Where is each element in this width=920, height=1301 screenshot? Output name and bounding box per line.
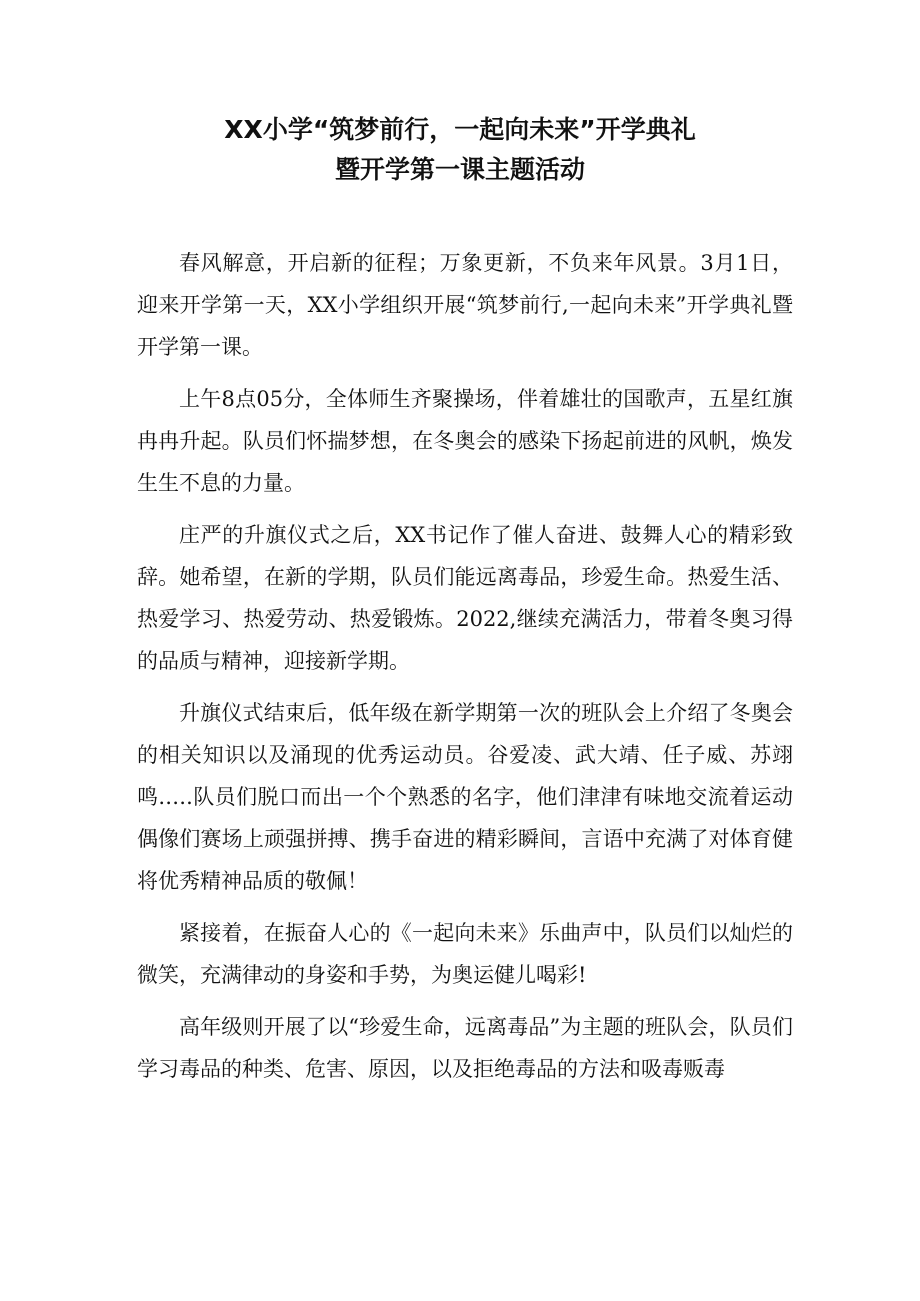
paragraph-6: 高年级则开展了以“珍爱生命，远离毒品”为主题的班队会，队员们学习毒品的种类、危害、原因，以及拒绝毒品的方法和吸毒贩毒 [137, 1015, 793, 1081]
document-title [0, 110, 920, 190]
paragraph-5: 紧接着，在振奋人心的《一起向未来》乐曲声中，队员们以灿烂的微笑，充满律动的身姿和手势，为奥运健儿喝彩! [137, 921, 793, 987]
title-line-1: XX小学“筑梦前行，一起向未来”开学典礼 [224, 115, 696, 144]
paragraph-2: 上午8点05分，全体师生齐聚操场，伴着雄壮的国歌声，五星红旗冉冉升起。队员们怀揣梦想，在冬奥会的感染下扬起前进的风帆，焕发生生不息的力量。 [137, 387, 793, 495]
paragraph-1: 春风解意，开启新的征程；万象更新，不负来年风景。3月1日，迎来开学第一天，XX小学组织开展“筑梦前行,一起向未来”开学典礼暨开学第一课。 [137, 251, 793, 359]
document-body [137, 242, 793, 1100]
paragraph-3: 庄严的升旗仪式之后，XX书记作了催人奋进、鼓舞人心的精彩致辞。她希望，在新的学期，队员们能远离毒品，珍爱生命。热爱生活、热爱学习、热爱劳动、热爱锻炼。2022,继续充满活力，带着冬奥习得的品质与精神，迎接新学期。 [137, 523, 793, 673]
title-line-2: 暨开学第一课主题活动 [334, 155, 585, 184]
paragraph-4: 升旗仪式结束后，低年级在新学期第一次的班队会上介绍了冬奥会的相关知识以及涌现的优秀运动员。谷爱凌、武大靖、任子威、苏翊鸣.….队员们脱口而出一个个熟悉的名字，他们津津有味地交流着运动偶像们赛场上顽强拼搏、携手奋进的精彩瞬间，言语中充满了对体育健将优秀精神品质的敬佩！ [137, 701, 793, 893]
